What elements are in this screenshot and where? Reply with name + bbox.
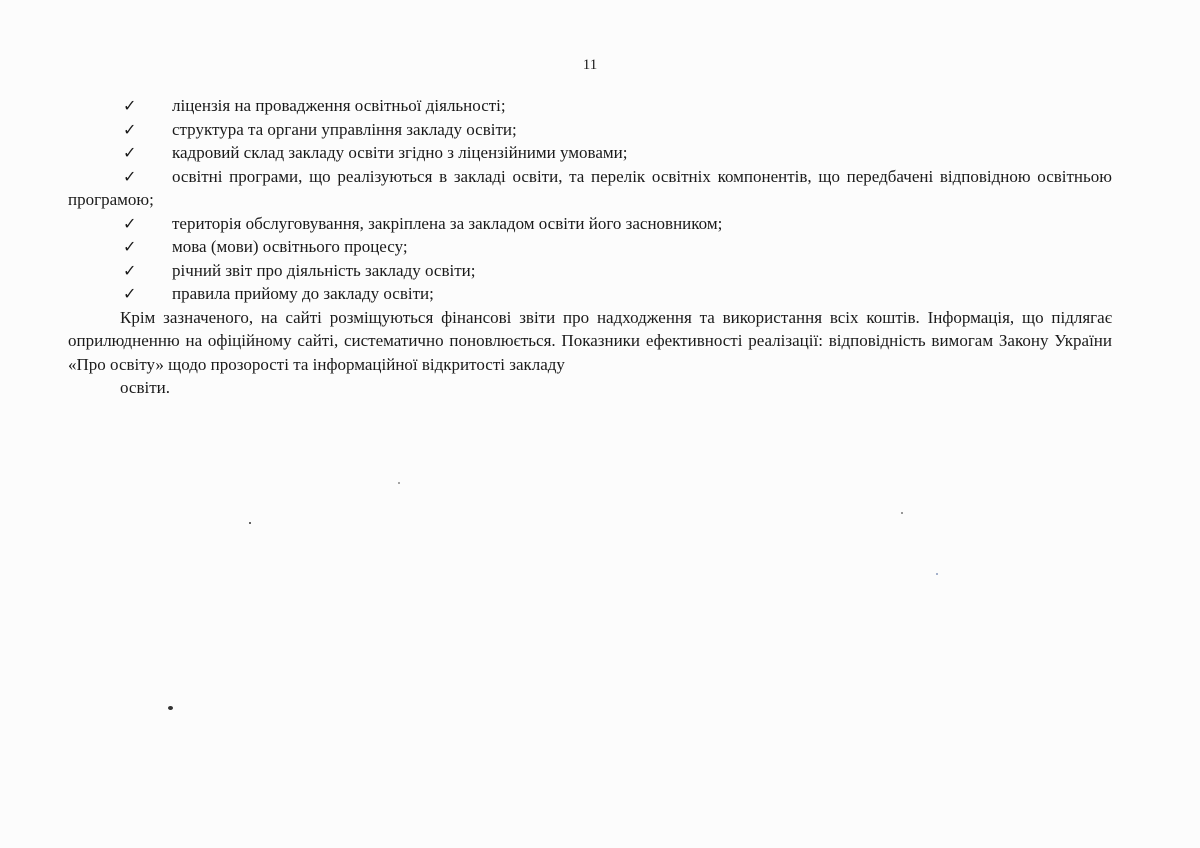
- scan-speck: [168, 706, 173, 710]
- list-item-text: освітні програми, що реалізуються в закладі освіти, та перелік освітніх компонентів, що передбачені відповідною освітньою програмою;: [68, 166, 1112, 209]
- checkmark-icon: ✓: [123, 119, 137, 139]
- checkmark-icon: ✓: [123, 96, 137, 115]
- list-item: [68, 94, 1112, 118]
- list-item: [68, 141, 1112, 165]
- checkmark-icon: ✓: [123, 213, 137, 233]
- list-item: [68, 165, 1112, 212]
- scan-speck: [936, 573, 938, 575]
- page-number: 11: [582, 57, 598, 73]
- list-item: [68, 282, 1112, 306]
- scan-speck: [249, 522, 251, 524]
- document-body: [68, 94, 1112, 400]
- list-item: [68, 212, 1112, 236]
- body-paragraph: Крім зазначеного, на сайті розміщуються фінансові звіти про надходження та використання всіх коштів. Інформація, що підлягає оприлюдненню на офіційному сайті, систематично поновлюється. Показники ефективності реалізації: відповідність вимогам Закону України «Про освіту» щодо прозорості та інформаційної відкритості закладу: [68, 307, 1112, 374]
- list-item-text: правила прийому до закладу освіти;: [172, 284, 434, 303]
- list-item: [68, 235, 1112, 259]
- list-item-text: структура та органи управління закладу освіти;: [172, 119, 517, 139]
- list-item: [68, 259, 1112, 283]
- checkmark-icon: ✓: [123, 284, 137, 303]
- checkmark-icon: ✓: [123, 237, 137, 256]
- scan-speck: [901, 512, 903, 514]
- checkmark-icon: ✓: [123, 260, 137, 280]
- body-paragraph-end: освіти.: [120, 378, 170, 397]
- checkmark-icon: ✓: [123, 143, 137, 162]
- list-item-text: мова (мови) освітнього процесу;: [172, 237, 408, 256]
- list-item-text: річний звіт про діяльність закладу освіти;: [172, 260, 476, 280]
- list-item-text: кадровий склад закладу освіти згідно з ліцензійними умовами;: [172, 143, 628, 162]
- scan-speck: [398, 482, 400, 484]
- list-item: [68, 118, 1112, 142]
- checkmark-icon: ✓: [123, 166, 137, 186]
- list-item-text: територія обслуговування, закріплена за закладом освіти його засновником;: [172, 213, 723, 233]
- list-item-text: ліцензія на провадження освітньої діяльності;: [172, 96, 506, 115]
